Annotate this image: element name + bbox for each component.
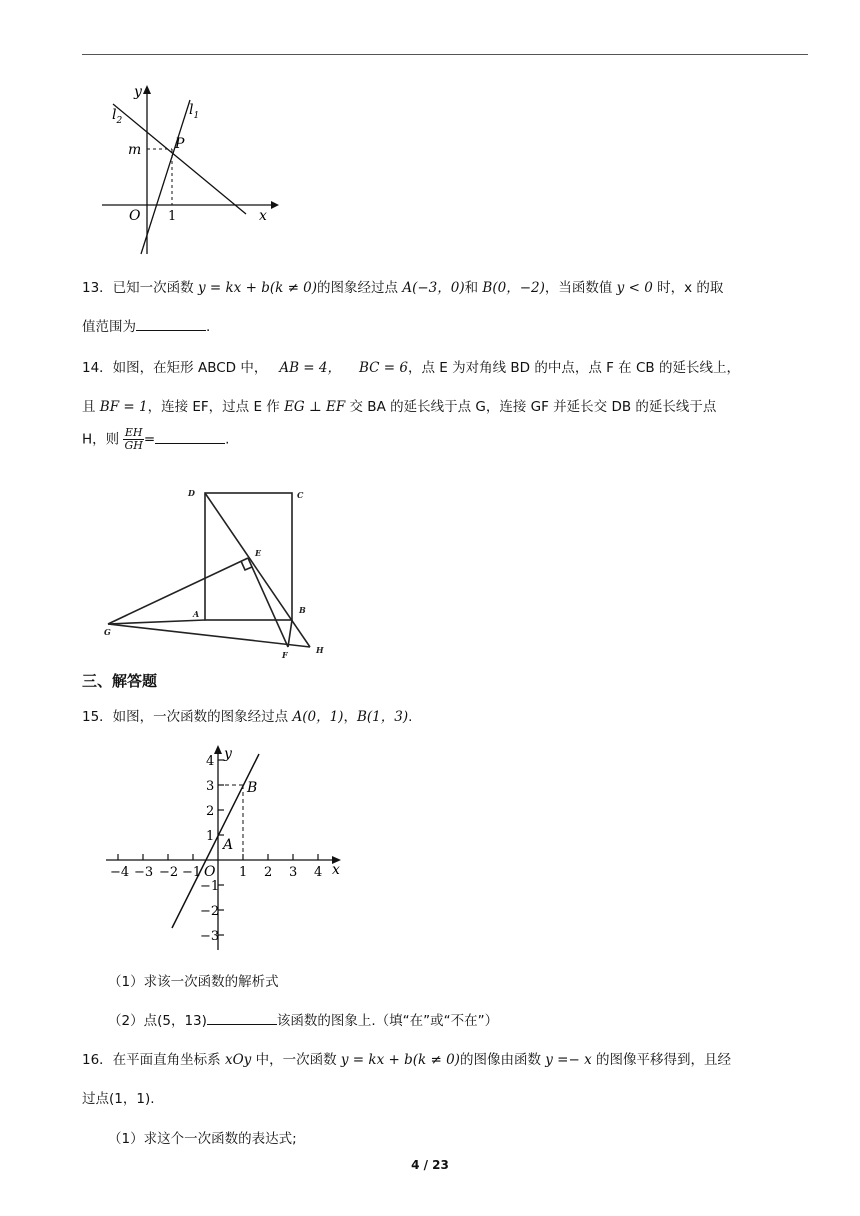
q13-point-a: A(−3，0) — [402, 280, 465, 296]
q14-fraction — [123, 427, 143, 452]
q16-sub1: （1）求这个一次函数的表达式; — [108, 1131, 297, 1147]
fig15-x-tick: −1 — [182, 865, 202, 880]
q15-text: 该函数的图象上.（填“在”或“不在”） — [276, 1013, 499, 1029]
q15-point-b: B(1，3) — [356, 709, 409, 725]
q15-answer-blank[interactable] — [207, 1010, 277, 1025]
fig15-y-tick: −3 — [200, 929, 220, 944]
fig12-l1-label: $l_1$ — [189, 102, 200, 121]
q13-point-b: B(0，−2) — [482, 280, 545, 296]
q13-text: ，当函数值 — [544, 280, 617, 296]
fig12-l2-label: $l_2$ — [112, 107, 123, 126]
q13-text: 和 — [464, 280, 483, 296]
q15-line1 — [82, 705, 412, 725]
q13-equation: y = kx + b(k ≠ 0) — [197, 280, 318, 296]
fig12-p-label: P — [175, 136, 185, 152]
fig15-y-tick: −1 — [200, 879, 220, 894]
fig12-m-label: m — [128, 142, 142, 158]
q14-answer-blank[interactable] — [155, 429, 225, 444]
q16-equation: y = kx + b(k ≠ 0) — [340, 1052, 460, 1068]
q14-text: = — [143, 431, 156, 448]
q14-text: ，连接 EF，过点 E 作 — [147, 399, 285, 415]
fig12-y-label: y — [134, 84, 142, 100]
q14-bc: BC = 6 — [359, 360, 408, 376]
fig15-y-tick: 1 — [206, 829, 215, 844]
section-heading: 三、解答题 — [82, 672, 158, 690]
q16-line1 — [82, 1048, 731, 1068]
fig14-label-e: E — [255, 548, 262, 558]
fig14-label-g: G — [104, 627, 111, 637]
q14-frac-den: GH — [124, 439, 143, 452]
q16-text: 中，一次函数 — [251, 1052, 341, 1068]
q15-text: . — [408, 709, 413, 725]
page-number: 4 / 23 — [411, 1158, 449, 1172]
fig15-x-label: x — [332, 862, 340, 878]
q15-sub2 — [108, 1009, 498, 1029]
fig15-y-tick: 3 — [206, 779, 215, 794]
q16-text: 的图像由函数 — [459, 1052, 546, 1068]
fig15-x-tick: 1 — [239, 865, 248, 880]
q14-perp: EG ⊥ EF — [284, 399, 346, 415]
q13-answer-blank[interactable] — [136, 316, 206, 331]
fig15-y-tick: 4 — [206, 754, 215, 769]
q16-coord-system: xOy — [224, 1052, 252, 1068]
q16-text: 16．在平面直角坐标系 — [82, 1052, 225, 1068]
q13-text: 时，x 的取 — [652, 280, 724, 296]
fig14-label-d: D — [188, 488, 195, 498]
fig12-x-label: x — [259, 208, 267, 224]
q14-bf: BF = 1 — [99, 399, 148, 415]
fig14-label-h: H — [316, 645, 324, 655]
q15-point-a: A(0，1) — [292, 709, 344, 725]
figure-q15 — [96, 742, 356, 954]
fig15-x-tick: 3 — [289, 865, 298, 880]
fig15-y-tick: −2 — [200, 904, 220, 919]
q15-text: ， — [343, 709, 357, 725]
q14-text: . — [225, 431, 230, 448]
fig15-y-label: y — [224, 746, 232, 762]
q14-line1 — [82, 356, 740, 376]
q13-condition: y < 0 — [616, 280, 653, 296]
q16-equation-2: y =− x — [545, 1052, 592, 1068]
q13-line2 — [82, 315, 210, 335]
q14-frac-num: EH — [124, 426, 143, 439]
q16-text: 的图像平移得到，且经 — [591, 1052, 731, 1068]
fig12-one-label: 1 — [168, 209, 177, 224]
fig15-y-tick: 2 — [206, 804, 215, 819]
q16-line2: 过点(1，1). — [82, 1091, 155, 1107]
q13-text: 值范围为 — [82, 319, 136, 335]
fig14-label-a: A — [193, 609, 200, 619]
q14-line3 — [82, 427, 229, 452]
fig12-o-label: O — [129, 208, 141, 224]
fig14-label-c: C — [297, 490, 304, 500]
q15-text: 15．如图，一次函数的图象经过点 — [82, 709, 293, 725]
fig15-x-tick: −3 — [134, 865, 154, 880]
fig14-label-f: F — [282, 650, 288, 660]
fig15-x-tick: 2 — [264, 865, 273, 880]
header-rule — [82, 54, 808, 55]
fig15-x-tick: −2 — [159, 865, 179, 880]
figure-q14 — [100, 470, 340, 662]
q14-text: 且 — [82, 399, 100, 415]
fig15-a-label: A — [223, 837, 234, 853]
q15-sub1: （1）求该一次函数的解析式 — [108, 974, 279, 990]
fig15-b-label: B — [247, 780, 258, 796]
fig15-x-tick: 4 — [314, 865, 323, 880]
fig15-x-tick: −4 — [110, 865, 130, 880]
fig15-o-label: O — [204, 864, 216, 880]
q14-line2 — [82, 395, 716, 415]
q14-ab: AB = 4， — [279, 360, 341, 376]
q13-line1 — [82, 276, 723, 296]
q14-text: 交 BA 的延长线于点 G，连接 GF 并延长交 DB 的延长线于点 — [345, 399, 717, 415]
q14-text: ，点 E 为对角线 BD 的中点，点 F 在 CB 的延长线上， — [407, 360, 740, 376]
figure-q12 — [96, 82, 286, 260]
fig14-label-b: B — [299, 605, 306, 615]
q14-text: H，则 — [82, 431, 124, 448]
q13-text: . — [206, 319, 211, 335]
q14-text: 14．如图，在矩形 ABCD 中， — [82, 360, 268, 376]
q15-text: （2）点(5，13) — [108, 1013, 207, 1029]
q13-text: 13．已知一次函数 — [82, 280, 198, 296]
q13-text: 的图象经过点 — [317, 280, 403, 296]
